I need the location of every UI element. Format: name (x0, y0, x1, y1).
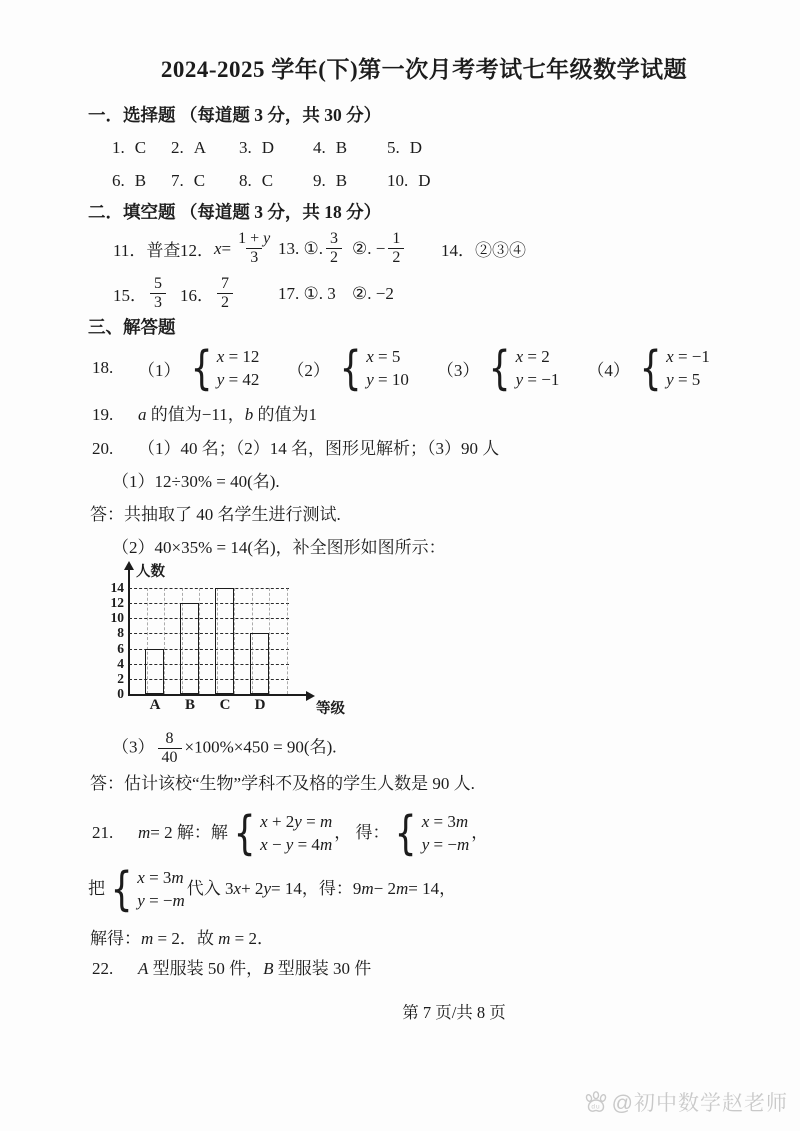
answer-21-line-3 (88, 928, 760, 949)
question-number: 6. (112, 171, 125, 190)
math-var: A (138, 958, 149, 978)
math-var: a (138, 405, 147, 424)
fill-answer-17-part2 (352, 284, 394, 304)
answer-18-part-3 (437, 345, 562, 391)
equation-system (334, 345, 411, 391)
left-brace-icon (340, 345, 362, 391)
math-var: y (216, 370, 225, 389)
math-var: y (263, 230, 271, 248)
answer-20-answer-3 (88, 773, 760, 794)
math-text: = 5 (373, 347, 401, 366)
math-text: 11．普查 (113, 241, 181, 260)
math-text: 3 (330, 230, 338, 248)
answer-letter: B (335, 138, 348, 157)
answer-text (138, 405, 317, 424)
answer-18-part-1 (138, 345, 261, 391)
gridline (129, 588, 289, 589)
fraction (388, 230, 404, 267)
math-var: y (421, 834, 430, 854)
y-tick-label: 6 (117, 640, 124, 656)
math-var: y (666, 370, 674, 389)
math-text: + 2 (267, 811, 295, 831)
answer-21-line-2 (88, 864, 760, 914)
math-text: = (221, 238, 232, 258)
math-text: 2 (221, 294, 229, 311)
answer-letter: D (418, 171, 431, 190)
math-text: = 14，得：9 (270, 879, 362, 899)
choice-answer-1 (112, 138, 171, 158)
math-text: 解得： (90, 928, 141, 948)
question-number: 10. (387, 171, 409, 190)
system-line (422, 833, 470, 856)
answer-18 (88, 340, 760, 396)
choice-answer-9 (313, 171, 387, 191)
math-text: = 10 (373, 370, 409, 389)
math-text: = −1 (523, 370, 560, 389)
fraction-denominator (326, 248, 342, 267)
fraction-numerator (326, 230, 342, 248)
answer-18-part-4 (587, 345, 712, 391)
fill-answer-15 (113, 275, 180, 312)
system-line (366, 368, 409, 391)
math-text: 的值为−11， (146, 405, 245, 424)
math-text: = 2． (230, 928, 274, 948)
system-line (260, 810, 332, 833)
y-axis-label: 人数 (136, 564, 165, 580)
system-lines (137, 866, 185, 912)
fraction (217, 275, 233, 312)
answer-letter: C (134, 138, 147, 157)
equation-system (230, 810, 332, 856)
math-var: x (233, 879, 242, 899)
answer-letter: B (335, 171, 348, 190)
system-line (666, 345, 710, 368)
answer-20-answer-1 (88, 504, 760, 525)
choice-answer-8 (239, 171, 313, 191)
math-var: m (455, 811, 469, 831)
page-title: 2024-2025 学年(下)第一次月考考试七年级数学试题 (160, 57, 688, 82)
category-label: A (149, 697, 161, 713)
section-solve-heading: 三、解答题 (88, 317, 176, 337)
choice-answer-6 (112, 171, 171, 191)
left-brace-icon (489, 345, 511, 391)
math-text: ②. − (352, 238, 386, 258)
system-line (260, 833, 332, 856)
math-text: 的值为1 (253, 405, 317, 424)
math-var: m (218, 928, 231, 948)
math-var: y (137, 890, 145, 910)
question-number: 9. (313, 171, 326, 190)
math-text: 2 (330, 249, 338, 266)
math-text: 3 (250, 249, 259, 266)
question-number: 4. (313, 138, 326, 157)
fraction-numerator (388, 230, 404, 248)
math-var: m (319, 811, 333, 831)
system-line (516, 345, 560, 368)
part-label: （1） (138, 360, 181, 380)
y-tick-label: 2 (117, 670, 124, 686)
math-text: = −1 (673, 347, 710, 366)
math-text: 40 (161, 748, 178, 766)
vertical-gridline (234, 588, 235, 694)
math-text: = − (429, 834, 457, 854)
math-text: 5 (154, 275, 162, 293)
math-text: 答：估计该校“生物”学科不及格的学生人数是 90 人. (90, 773, 475, 793)
choice-answer-10 (387, 171, 431, 191)
math-text: 15． (113, 286, 147, 305)
math-var: x (260, 834, 268, 854)
math-var: m (171, 867, 184, 887)
svg-text:du: du (591, 1103, 601, 1111)
math-var: x (214, 238, 222, 258)
math-var: x (515, 347, 524, 366)
math-text: − (267, 834, 286, 854)
math-var: x (366, 347, 374, 366)
bar-C (215, 588, 234, 694)
equation-system (107, 866, 185, 912)
y-tick-label: 10 (110, 610, 124, 626)
choice-answers-row-1 (88, 137, 760, 159)
math-text: 17. ①. 3 (278, 283, 336, 303)
gridline (129, 618, 289, 619)
fraction-denominator (158, 748, 182, 767)
math-text: = 2 解：解 (150, 823, 228, 843)
answer-letter: B (134, 171, 147, 190)
system-line (366, 345, 409, 368)
answer-text (138, 810, 488, 856)
math-text: 型服装 30 件 (273, 958, 372, 978)
question-number: 18. (92, 358, 114, 377)
math-text: = 42 (224, 370, 260, 389)
fraction-denominator (217, 293, 233, 312)
gridline (129, 603, 289, 604)
question-number: 7. (171, 171, 184, 190)
fill-answer-13-part1 (278, 230, 352, 267)
choice-answer-7 (171, 171, 239, 191)
math-text: − 2 (373, 879, 396, 899)
math-var: y (263, 879, 271, 899)
math-var: b (244, 405, 254, 424)
equation-system (391, 810, 469, 856)
math-text: 7 (221, 275, 229, 293)
fraction-numerator (162, 730, 178, 748)
fraction (326, 230, 342, 267)
math-var: B (263, 958, 274, 978)
fraction (234, 230, 274, 267)
answer-text (138, 439, 499, 458)
fill-answer-13-part2 (352, 230, 441, 267)
math-var: m (456, 834, 470, 854)
choice-answer-4 (313, 138, 387, 158)
system-lines (366, 345, 409, 391)
question-number: 5. (387, 138, 400, 157)
math-var: y (294, 811, 302, 831)
part-label: （2） (287, 360, 330, 380)
math-var: y (515, 370, 524, 389)
math-var: m (138, 823, 151, 843)
answer-letter: C (193, 171, 206, 190)
section-fill-heading: 二．填空题 （每道题 3 分，共 18 分） (88, 202, 382, 222)
math-var: m (361, 879, 374, 899)
bar-B (180, 603, 199, 694)
math-text: ， (471, 823, 489, 843)
system-line (137, 866, 185, 889)
equation-system (185, 345, 262, 391)
system-line (666, 368, 710, 391)
math-text: 把 (88, 879, 105, 899)
answer-text (138, 959, 371, 978)
equation-system (636, 345, 710, 391)
math-var: x (666, 347, 674, 366)
fill-answer-14 (441, 236, 526, 261)
question-number: 19. (92, 405, 114, 424)
category-label: B (184, 697, 195, 713)
math-text: = − (144, 890, 173, 910)
math-text: = 12 (224, 347, 260, 366)
system-line (137, 889, 185, 912)
system-line (422, 810, 470, 833)
math-text: 16． (180, 286, 214, 305)
category-label: C (219, 697, 231, 713)
math-text: = 4 (293, 834, 320, 854)
answer-19 (88, 404, 760, 425)
fill-answer-11 (113, 236, 180, 261)
page-footer: 第 7 页/共 8 页 (402, 1002, 506, 1022)
part-label: （3） (436, 360, 480, 380)
answer-20-summary (88, 438, 760, 459)
math-text: （1）40 名；（2）14 名，图形见解析；（3）90 人 (138, 439, 500, 458)
fraction (150, 275, 166, 312)
left-brace-icon (640, 345, 662, 391)
answer-letter: C (261, 171, 274, 190)
watermark (583, 1087, 788, 1117)
math-text: + 2 (241, 879, 264, 899)
system-line (516, 368, 560, 391)
choice-answer-5 (387, 138, 422, 158)
answer-21-line-1 (88, 808, 760, 858)
answer-20-step-3 (88, 730, 760, 767)
math-text: = 3 (144, 867, 172, 887)
section-choice-heading: 一．选择题 （每道题 3 分，共 30 分） (88, 105, 382, 125)
baidu-paw-icon (583, 1089, 609, 1115)
math-text: （2）40×35% = 14(名)，补全图形如图所示： (112, 538, 446, 557)
question-number: 20. (92, 439, 114, 458)
fill-answers-row-1 (88, 226, 760, 271)
answer-18-part-2 (287, 345, 410, 391)
choice-answers-row-2 (88, 170, 760, 192)
math-text: （1）12÷30% = 40(名). (112, 472, 280, 491)
fraction-denominator (150, 293, 166, 312)
math-var: m (172, 890, 185, 910)
math-var: m (319, 834, 333, 854)
plot-area (129, 588, 294, 694)
part-label: （4） (587, 360, 630, 380)
x-axis (128, 694, 308, 696)
math-var: y (366, 370, 374, 389)
equation-system (187, 345, 260, 391)
equation-system (336, 345, 409, 391)
fraction-numerator (150, 275, 166, 293)
system-lines (217, 345, 260, 391)
vertical-gridline (164, 588, 165, 694)
math-text: = (301, 811, 320, 831)
math-text: = 2 (523, 347, 550, 366)
left-brace-icon (190, 345, 212, 391)
math-var: y (285, 834, 294, 854)
fraction-denominator (246, 248, 262, 267)
system-lines (422, 810, 470, 856)
math-text: 14．②③④ (441, 241, 526, 260)
math-var: x (421, 811, 430, 831)
math-text: = 3 (429, 811, 456, 831)
y-tick-label: 12 (110, 595, 124, 611)
answer-letter: D (261, 138, 275, 157)
fraction-denominator (388, 248, 404, 267)
system-lines (516, 345, 560, 391)
math-text: 1 + (238, 230, 264, 248)
y-tick-label: 0 (117, 686, 124, 701)
x-axis-arrow-icon (306, 691, 315, 701)
math-text: ×100%×450 = 90(名). (184, 737, 337, 757)
system-lines (666, 345, 710, 391)
math-text: 答：共抽取了 40 名学生进行测试. (90, 505, 341, 524)
bar-D (250, 633, 269, 694)
answer-20-step-1 (88, 471, 760, 492)
fraction-numerator (234, 230, 274, 248)
system-line (217, 345, 260, 368)
answer-20-step-2 (88, 537, 760, 558)
math-text: ， 得： (334, 823, 390, 843)
equation-system (634, 345, 712, 391)
question-number: 21. (92, 823, 114, 843)
math-text: ②. −2 (352, 283, 394, 303)
answer-letter: A (193, 138, 207, 157)
math-text: 8 (165, 730, 174, 747)
answer-22 (88, 958, 760, 979)
system-lines (260, 810, 332, 856)
vertical-gridline (199, 588, 200, 694)
math-var: x (216, 347, 225, 366)
math-text: = 5 (673, 370, 701, 389)
question-number: 22. (92, 958, 114, 978)
fill-answers-row-2 (88, 271, 760, 316)
math-text: 型服装 50 件， (148, 958, 264, 978)
question-number: 1. (112, 138, 125, 157)
question-number: 2. (171, 138, 184, 157)
math-text: 13. ①. (278, 238, 323, 258)
bar-A (145, 649, 164, 694)
bar-chart (88, 564, 408, 716)
math-var: m (395, 879, 409, 899)
y-tick-label: 14 (110, 580, 124, 595)
question-number: 3. (239, 138, 252, 157)
math-text: 2 (392, 249, 401, 266)
answer-letter: D (409, 138, 423, 157)
fill-answer-12 (180, 230, 278, 267)
math-text: 1 (392, 230, 401, 248)
math-text: 3 (154, 294, 162, 311)
fraction (158, 730, 182, 767)
math-text: 12． (180, 241, 214, 260)
equation-system (483, 345, 561, 391)
math-var: m (141, 928, 154, 948)
question-number: 8. (239, 171, 252, 190)
math-var: x (137, 867, 145, 887)
equation-system (485, 345, 559, 391)
category-label: D (254, 697, 266, 713)
math-var: x (260, 811, 268, 831)
x-axis-label: 等级 (316, 701, 345, 717)
y-tick-label: 4 (117, 655, 124, 671)
choice-answer-2 (171, 138, 239, 158)
math-text: （3） (112, 737, 155, 757)
math-text: 代入 3 (186, 879, 234, 899)
vertical-gridline (269, 588, 270, 694)
math-text: = 2．故 (153, 928, 219, 948)
choice-answer-3 (239, 138, 313, 158)
fill-answer-17-part1 (278, 284, 352, 304)
watermark-text: @初中数学赵老师 (611, 1092, 788, 1115)
left-brace-icon (234, 810, 256, 856)
system-line (217, 368, 260, 391)
fraction-numerator (217, 275, 233, 293)
y-tick-label: 8 (117, 625, 124, 641)
math-text: = 14， (408, 879, 457, 899)
left-brace-icon (111, 866, 133, 912)
fill-answer-16 (180, 275, 278, 312)
vertical-gridline (287, 588, 288, 694)
left-brace-icon (395, 810, 417, 856)
